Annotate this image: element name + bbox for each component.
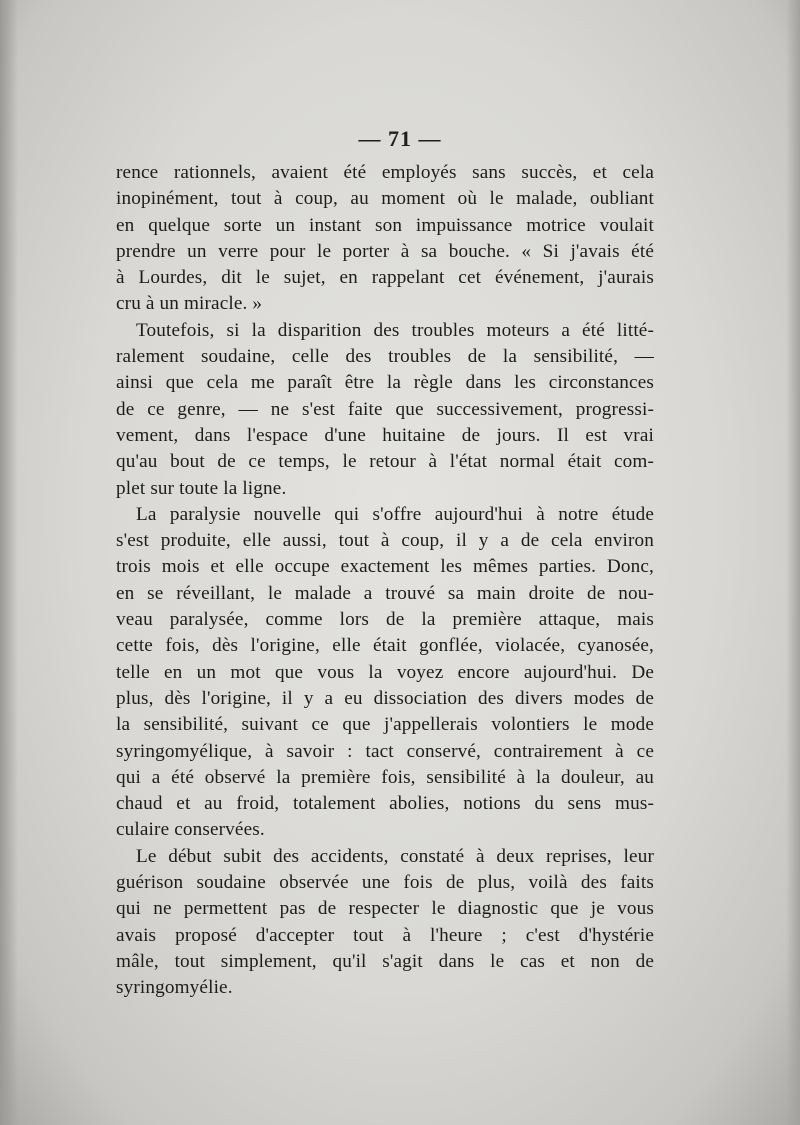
text-line: plet sur toute la ligne. — [116, 477, 287, 499]
text-line: à Lourdes, dit le sujet, en rappelant cet événement, j'aurais — [116, 267, 654, 289]
paragraph-3 — [116, 502, 654, 844]
text-line: prendre un verre pour le porter à sa bouche. « Si j'avais été — [116, 240, 654, 262]
text-line: de ce genre, — ne s'est faite que successivement, progressi- — [116, 398, 654, 420]
text-line: cette fois, dès l'origine, elle était gonflée, violacée, cyanosée, — [116, 635, 654, 657]
text-line: qu'au bout de ce temps, le retour à l'état normal était com- — [116, 451, 654, 473]
text-line: vement, dans l'espace d'une huitaine de jours. Il est vrai — [116, 424, 654, 446]
text-line: culaire conservées. — [116, 819, 265, 841]
text-line: trois mois et elle occupe exactement les mêmes parties. Donc, — [116, 556, 654, 578]
text-line: ralement soudaine, celle des troubles de la sensibilité, — — [116, 346, 654, 368]
text-line: qui ne permettent pas de respecter le diagnostic que je vous — [116, 898, 654, 920]
text-line: Le début subit des accidents, constaté à deux reprises, leur — [136, 845, 654, 867]
text-line: syringomyélique, à savoir : tact conservé, contrairement à ce — [116, 740, 654, 762]
text-line: chaud et au froid, totalement abolies, notions du sens mus- — [116, 793, 654, 815]
paragraph-1 — [116, 160, 654, 318]
body-text — [116, 160, 654, 1002]
text-line: guérison soudaine observée une fois de plus, voilà des faits — [116, 872, 654, 894]
text-line: mâle, tout simplement, qu'il s'agit dans le cas et non de — [116, 950, 654, 972]
text-line: cru à un miracle. » — [116, 293, 263, 315]
text-line: Toutefois, si la disparition des troubles moteurs a été litté- — [136, 319, 654, 341]
text-line: avais proposé d'accepter tout à l'heure ; c'est d'hystérie — [116, 924, 654, 946]
text-line: rence rationnels, avaient été employés sans succès, et cela — [116, 162, 654, 183]
page-number: — 71 — — [358, 126, 442, 151]
text-line: plus, dès l'origine, il y a eu dissociation des divers modes de — [116, 687, 654, 709]
page-edge-shadow-right — [786, 0, 800, 1125]
paragraph-4 — [116, 844, 654, 1002]
text-line: qui a été observé la première fois, sensibilité à la douleur, au — [116, 766, 654, 788]
text-line: la sensibilité, suivant ce que j'appellerais volontiers le mode — [116, 714, 654, 736]
text-line: en quelque sorte un instant son impuissance motrice voulait — [116, 214, 654, 236]
text-line: s'est produite, elle aussi, tout à coup, il y a de cela environ — [116, 530, 654, 552]
text-line: telle en un mot que vous la voyez encore aujourd'hui. De — [116, 661, 654, 683]
text-line: inopinément, tout à coup, au moment où le malade, oubliant — [116, 188, 654, 210]
page-edge-shadow-left — [0, 0, 18, 1125]
text-line: La paralysie nouvelle qui s'offre aujourd'hui à notre étude — [136, 503, 654, 525]
paragraph-2 — [116, 318, 654, 502]
text-line: ainsi que cela me paraît être la règle dans les circonstances — [116, 372, 654, 394]
text-line: syringomyélie. — [116, 977, 233, 999]
text-line: veau paralysée, comme lors de la première attaque, mais — [116, 609, 654, 631]
text-line: en se réveillant, le malade a trouvé sa main droite de nou- — [116, 582, 654, 604]
